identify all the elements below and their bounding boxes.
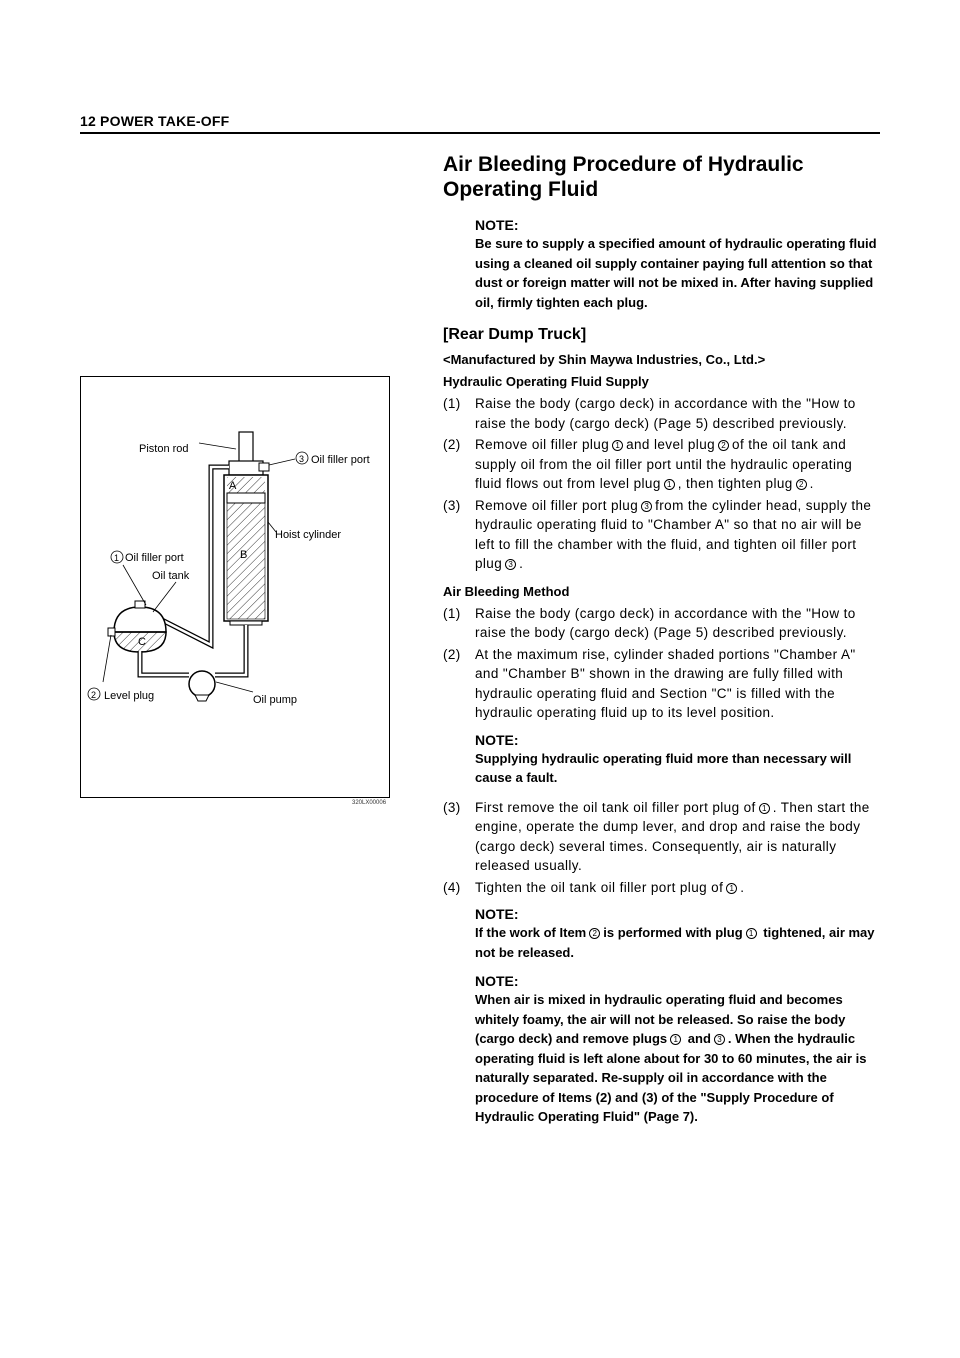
note-label: NOTE: <box>475 217 519 233</box>
step-text: . <box>809 476 814 491</box>
level-plug <box>108 628 115 636</box>
circled-number-1: 1 <box>612 440 623 451</box>
circled-number-3: 3 <box>641 501 652 512</box>
note-text: When air is mixed in hydraulic operating fluid and becomes whitely foamy, the air will not be released. So raise the body (cargo deck) and remove plugs <box>475 992 846 1046</box>
header-title: 12 POWER TAKE-OFF <box>80 113 230 129</box>
circled-number-2: 2 <box>718 440 729 451</box>
list-item <box>443 798 883 876</box>
figure-code: 320LX00006 <box>352 800 387 806</box>
note-3 <box>475 905 883 962</box>
step-text: Raise the body (cargo deck) in accordance with the "How to raise the body (cargo deck) (Page 5) described previously. <box>475 396 856 431</box>
step-number: (2) <box>443 437 461 452</box>
filler-plug-3 <box>259 463 269 471</box>
label-oil-pump: Oil pump <box>253 694 298 706</box>
note-label: NOTE: <box>475 973 519 989</box>
note-body: Supplying hydraulic operating fluid more than necessary will cause a fault. <box>475 750 852 785</box>
list-item <box>443 394 883 433</box>
note-4 <box>475 972 883 1127</box>
note-body <box>475 990 883 1127</box>
list-item <box>443 604 883 643</box>
label-hoist-cylinder: Hoist cylinder <box>275 529 342 541</box>
step-text: Tighten the oil tank oil filler port plug of <box>475 879 724 895</box>
label-oil-tank: Oil tank <box>152 570 190 582</box>
step-number: (2) <box>443 646 461 662</box>
step-number: (3) <box>443 799 461 815</box>
bleeding-steps <box>443 604 883 723</box>
circled-number-2: 2 <box>589 928 600 939</box>
step-text: from the cylinder head, supply the hydraulic operating fluid to "Chamber A" so that no air will be left to fill the chamber with the fluid, and tighten oil filler port plug <box>475 497 872 571</box>
label-chamber-a: A <box>229 480 237 492</box>
circled-number-2: 2 <box>796 479 807 490</box>
note-1 <box>475 216 883 312</box>
bleeding-heading: Air Bleeding Method <box>443 583 570 599</box>
step-text: At the maximum rise, cylinder shaded portions "Chamber A" and "Chamber B" shown in the drawing are fully filled with hydraulic operating fluid and Section "C" is filled with the hydraulic operating fluid up to its level position. <box>475 646 856 720</box>
chamber-b-fill <box>227 503 265 619</box>
header-rule <box>80 132 880 134</box>
label-oil-filler-port-1: Oil filler port <box>125 552 184 564</box>
step-text: . Then start the engine, operate the dump lever, and drop and raise the body (cargo deck) several times. Consequently, air is naturally released usually. <box>475 799 870 873</box>
step-text: , then tighten plug <box>677 476 793 491</box>
list-item <box>443 878 883 898</box>
step-number: (1) <box>443 605 461 621</box>
note-text: is performed with plug <box>603 925 743 940</box>
circled-number-1: 1 <box>746 928 757 939</box>
supply-steps <box>443 394 883 574</box>
bleeding-steps-cont <box>443 798 883 898</box>
page-title: Air Bleeding Procedure of Hydraulic Operating Fluid <box>443 153 804 201</box>
circled-number-1: 1 <box>670 1034 681 1045</box>
note-text: . When the hydraulic operating fluid is left alone about for 30 to 60 minutes, the air is naturally separated. Re-supply oil in accordance with the procedure of Items (2) and (3) of the "Supply Procedure of Hydraulic Operating Fluid" (Page 7). <box>475 1031 867 1124</box>
step-number: (1) <box>443 396 461 411</box>
label-level-plug: Level plug <box>104 690 155 702</box>
note-body <box>475 923 883 962</box>
step-text: of the oil tank and supply oil from the oil filler port until the hydraulic operating fluid flows out from level plug <box>475 437 853 491</box>
oil-pump <box>189 671 215 697</box>
list-item <box>443 435 883 494</box>
step-text: Remove oil filler plug <box>475 437 610 452</box>
page-header <box>80 113 880 129</box>
label-piston-rod: Piston rod <box>139 443 189 455</box>
step-text: and level plug <box>626 437 716 452</box>
note-text: tightened, air may not be released. <box>475 925 875 960</box>
list-item <box>443 645 883 723</box>
list-item <box>443 496 883 574</box>
step-number: (4) <box>443 879 461 895</box>
label-chamber-b: B <box>240 549 248 561</box>
circled-number-1: 1 <box>664 479 675 490</box>
step-text: Remove oil filler port plug <box>475 497 639 513</box>
label-num-2: 2 <box>91 690 97 700</box>
cylinder-base <box>230 621 262 625</box>
main-content <box>443 152 883 1137</box>
label-num-1: 1 <box>114 553 120 563</box>
diagram-svg <box>81 377 391 799</box>
oil-tank <box>114 607 166 632</box>
step-text: . <box>519 556 524 571</box>
cylinder-head <box>229 461 263 475</box>
step-text: . <box>740 879 745 895</box>
note-2 <box>475 731 883 788</box>
section-title: [Rear Dump Truck] <box>443 326 587 343</box>
note-text: If the work of Item <box>475 925 587 940</box>
step-number: (3) <box>443 497 461 513</box>
circled-number-3: 3 <box>714 1034 725 1045</box>
step-text: Raise the body (cargo deck) in accordance with the "How to raise the body (cargo deck) (Page 5) described previously. <box>475 605 856 640</box>
circled-number-1: 1 <box>726 883 737 894</box>
supply-heading: Hydraulic Operating Fluid Supply <box>443 374 649 389</box>
hydraulic-diagram <box>80 376 390 798</box>
label-oil-filler-port-3: Oil filler port <box>311 454 370 466</box>
label-section-c: C <box>138 636 146 648</box>
manufacturer-line: <Manufactured by Shin Maywa Industries, Co., Ltd.> <box>443 352 766 367</box>
piston <box>227 493 265 503</box>
note-label: NOTE: <box>475 906 519 922</box>
note-body: Be sure to supply a specified amount of hydraulic operating fluid using a cleaned oil supply container paying full attention so that dust or foreign matter will not be mixed in. After having supplied oil, firmly tighten each plug. <box>475 236 877 310</box>
note-text: and <box>687 1031 711 1046</box>
label-num-3: 3 <box>299 454 305 464</box>
note-label: NOTE: <box>475 731 519 748</box>
step-text: First remove the oil tank oil filler port plug of <box>475 799 756 815</box>
circled-number-3: 3 <box>505 559 516 570</box>
filler-plug-1 <box>135 601 145 608</box>
circled-number-1: 1 <box>759 803 770 814</box>
